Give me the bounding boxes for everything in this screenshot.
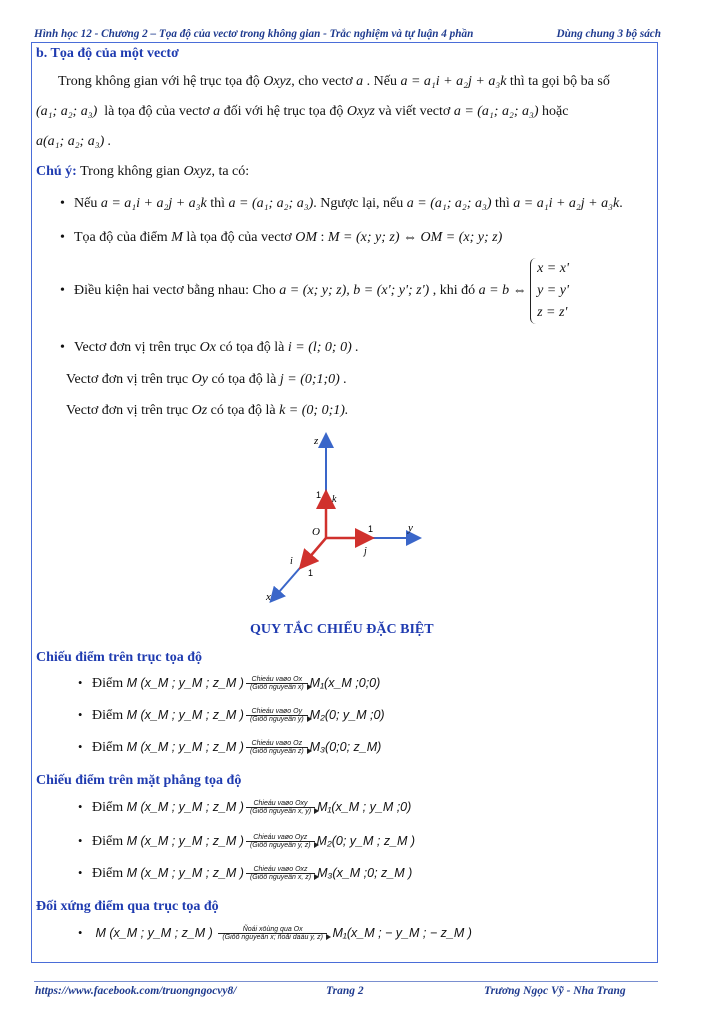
footer-link[interactable]: https://www.facebook.com/truongngocvy8/ bbox=[35, 985, 237, 997]
note-bullet-2: • Tọa độ của điểm M là tọa độ của vectơ OM : M = (x; y; z) ⇔ OM = (x; y; z) bbox=[60, 230, 503, 245]
header-right: Dùng chung 3 bộ sách bbox=[556, 28, 661, 40]
paragraph-3: a(a₁; a₂; a₃) . bbox=[36, 134, 112, 149]
label-i: i bbox=[290, 556, 293, 567]
page-number: Trang 2 bbox=[326, 985, 364, 997]
rules-subheading-3: Đối xứng điểm qua trục tọa độ bbox=[36, 899, 219, 914]
projection-row: • Điểm M (x_M ; y_M ; z_M ) Chieáu vaøo Oxy (Giöõ nguyeân x, y) M₁(x_M ; y_M ;0) bbox=[78, 800, 412, 816]
note-intro: Chú ý: Trong không gian Oxyz, ta có: bbox=[36, 164, 250, 179]
projection-arrow: Chieáu vaøo Oyz (Giöõ nguyeân y, z) bbox=[246, 834, 315, 849]
note-bullet-1: • Nếu a = a₁i + a₂j + a₃k thì a = (a₁; a₂; a₃). Ngược lại, nếu a = (a₁; a₂; a₃) thì a = a₁i + a₂j + a₃k. bbox=[60, 196, 623, 211]
paragraph-2: (a₁; a₂; a₃) là tọa độ của vectơ a đối với hệ trục tọa độ Oxyz và viết vectơ a = (a₁; a₂; a₃) hoặc bbox=[36, 104, 569, 119]
page-header bbox=[34, 28, 661, 40]
label-z: z bbox=[314, 435, 319, 447]
label-origin: O bbox=[312, 526, 320, 538]
projection-arrow: Chieáu vaøo Oxz (Giöõ nguyeân x, z) bbox=[246, 866, 315, 881]
header-title: Hình học 12 - Chương 2 – Tọa độ của vectơ trong không gian - Trắc nghiệm và tự luận 4 phần bbox=[34, 28, 474, 40]
label-one-y: 1 bbox=[368, 524, 374, 534]
label-k: k bbox=[332, 494, 337, 505]
note-label: Chú ý: bbox=[36, 164, 77, 179]
projection-arrow: Chieáu vaøo Ox (Giöõ nguyeân x) bbox=[246, 676, 308, 691]
label-x: x bbox=[266, 591, 271, 603]
note-bullet-3: • Điều kiện hai vectơ bằng nhau: Cho a = (x; y; z), b = (x'; y'; z') , khi đó a = b ⇔ x = x' y = y' z = z' bbox=[60, 258, 569, 324]
rules-heading: QUY TẮC CHIẾU ĐẶC BIỆT bbox=[250, 622, 434, 637]
projection-arrow: Chieáu vaøo Oz (Giöõ nguyeân z) bbox=[246, 740, 308, 755]
projection-row: • Điểm M (x_M ; y_M ; z_M ) Chieáu vaøo Oz (Giöõ nguyeân z) M₃(0;0; z_M) bbox=[78, 740, 382, 756]
rules-subheading-2: Chiếu điểm trên mặt phẳng tọa độ bbox=[36, 773, 242, 788]
label-one-z: 1 bbox=[316, 490, 322, 500]
projection-row: • Điểm M (x_M ; y_M ; z_M ) Chieáu vaøo Oyz (Giöõ nguyeân y, z) M₂(0; y_M ; z_M ) bbox=[78, 834, 416, 850]
paragraph-1: Trong không gian với hệ trục tọa độ Oxyz, cho vectơ a . Nếu a = a₁i + a₂j + a₃k thì ta gọi bộ ba số bbox=[58, 74, 610, 89]
projection-row: • Điểm M (x_M ; y_M ; z_M ) Chieáu vaøo Oy (Giöõ nguyeân y) M₂(0; y_M ;0) bbox=[78, 708, 385, 724]
projection-arrow: Ñoái xöùng qua Ox (Giöõ nguyeân x; ñoåi daáu y, z) bbox=[218, 926, 327, 941]
label-y: y bbox=[408, 522, 413, 534]
projection-row: • Điểm M (x_M ; y_M ; z_M ) Chieáu vaøo Oxz (Giöõ nguyeân x, z) M₃(x_M ;0; z_M ) bbox=[78, 866, 413, 882]
label-j: j bbox=[364, 546, 367, 557]
rules-subheading-1: Chiếu điểm trên trục tọa độ bbox=[36, 650, 203, 665]
projection-row: • Điểm M (x_M ; y_M ; z_M ) Chieáu vaøo Ox (Giöõ nguyeân x) M₁(x_M ;0;0) bbox=[78, 676, 381, 692]
vector-a: a bbox=[356, 74, 364, 89]
label-one-x: 1 bbox=[308, 568, 314, 578]
vector-expression: a = a₁i + a₂j + a₃k bbox=[400, 74, 507, 89]
projection-arrow: Chieáu vaøo Oy (Giöõ nguyeân y) bbox=[246, 708, 308, 723]
footer-divider bbox=[34, 981, 658, 982]
i-vector bbox=[302, 538, 326, 566]
equation-system: x = x' y = y' z = z' bbox=[530, 258, 569, 324]
coordinate-axes-figure bbox=[258, 430, 428, 606]
unit-vector-j: Vectơ đơn vị trên trục Oy có tọa độ là j = (0;1;0) . bbox=[66, 372, 347, 387]
projection-arrow: Chieáu vaøo Oxy (Giöõ nguyeân x, y) bbox=[246, 800, 315, 815]
footer-author: Trương Ngọc Vỹ - Nha Trang bbox=[484, 985, 626, 997]
symmetry-row: • M (x_M ; y_M ; z_M ) Ñoái xöùng qua Ox (Giöõ nguyeân x; ñoåi daáu y, z) M₁(x_M ; − y_M ; − z_M ) bbox=[78, 926, 472, 942]
unit-vector-k: Vectơ đơn vị trên trục Oz có tọa độ là k = (0; 0;1). bbox=[66, 403, 349, 418]
unit-vector-i: • Vectơ đơn vị trên trục Ox có tọa độ là i = (l; 0; 0) . bbox=[60, 340, 359, 355]
section-title: b. Tọa độ của một vectơ bbox=[36, 46, 179, 61]
